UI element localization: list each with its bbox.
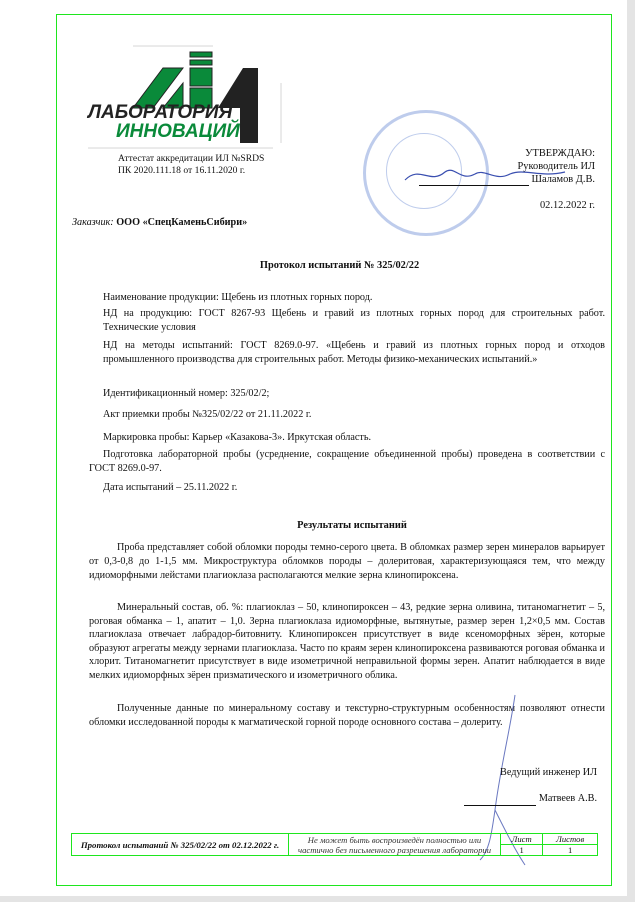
field-test-methods: НД на методы испытаний: ГОСТ 8269.0-97. «Щебень и гравий из плотных горных пород и отходов промышленного производства для строительных работ. Методы физико-механических испытаний.» <box>103 340 605 365</box>
accreditation-line-2: ПК 2020.111.18 от 16.11.2020 г. <box>118 165 246 176</box>
logo-text-2: ИННОВАЦИЙ <box>116 121 240 142</box>
approval-role: Руководитель ИЛ <box>517 161 595 172</box>
protocol-title-wrap <box>72 260 607 271</box>
approval-block <box>395 147 595 212</box>
footer-notice-line-1: Не может быть воспроизведён полностью или <box>307 834 482 845</box>
engineer-signature-line <box>464 795 536 806</box>
logo-text-1: ЛАБОРАТОРИЯ <box>88 102 233 123</box>
accreditation-line-1: Аттестат аккредитации ИЛ №SRDS <box>118 153 265 164</box>
footer-sheets-label: Листов <box>543 834 598 845</box>
footer-sheet-label: Лист <box>501 834 543 845</box>
engineer-sign <box>464 792 597 806</box>
engineer-role: Ведущий инженер ИЛ <box>500 767 597 778</box>
field-product: Наименование продукции: Щебень из плотных горных пород. <box>103 292 373 303</box>
protocol-title: Протокол испытаний № 325/02/22 <box>259 260 420 271</box>
results-paragraph-2: Минеральный состав, об. %: плагиоклаз – 50, клинопироксен – 43, редкие зерна оливина, титаномагнетит – 5, роговая обманка – 1, апатит – 1,0. Зерна плагиоклаза идиоморфные, вытянутые, размер зерен 1,2×0,5 мм. Состав плагиоклаза отвечает лабрадор-битовниту. Клинопироксен присутствует в виде ксеноморфных зёрен, которые образуют агрегаты между зернами плагиоклаза. Часто по краям зерен клинопироксена развиваются роговая обманка и хлорит. Титаномагнетит присутствует в виде изометричной неправильной формы зерен. Апатит наблюдается в виде мелких идиоморфных зёрен призматического и изометричного облика. <box>89 602 605 681</box>
field-id-number: Идентификационный номер: 325/02/2; <box>103 388 270 399</box>
approval-date: 02.12.2022 г. <box>539 200 595 211</box>
footer-notice-line-2: частично без письменного разрешения лаборатории <box>298 844 491 855</box>
footer-protocol: Протокол испытаний № 325/02/22 от 02.12.2022 г. <box>72 834 289 856</box>
signature-line <box>419 175 529 186</box>
customer-line <box>72 216 247 230</box>
field-sample-prep: Подготовка лабораторной пробы (усреднение, сокращение объединенной пробы) проведена в соответствии с ГОСТ 8269.0-97. <box>89 449 605 474</box>
laboratory-logo <box>78 38 288 153</box>
footer-table <box>71 833 598 856</box>
results-paragraph-3: Полученные данные по минеральному составу и текстурно-структурным особенностям позволяют отнести обломки исследованной породы к магматической горной породе основного состава – долериту. <box>89 703 605 728</box>
field-test-date: Дата испытаний – 25.11.2022 г. <box>103 482 238 493</box>
results-title: Результаты испытаний <box>297 520 407 531</box>
footer-notice <box>289 834 501 856</box>
results-title-wrap <box>72 520 632 531</box>
footer-sheet: 1 <box>501 845 543 856</box>
approval-name: Шаламов Д.В. <box>531 174 595 185</box>
approval-title: УТВЕРЖДАЮ: <box>525 148 595 159</box>
results-paragraph-1: Проба представляет собой обломки породы темно-серого цвета. В обломках размер зерен минералов варьирует от 0,3-0,8 до 1-1,5 мм. Микроструктура обломков породы – долеритовая, характеризующаяся тем, что между идиоморфными лейстами плагиоклаза располагаются мелкие зерна клинопироксена. <box>89 542 605 581</box>
footer-sheets: 1 <box>543 845 598 856</box>
field-product-standard-text: НД на продукцию: ГОСТ 8267-93 Щебень и гравий из плотных горных пород для строительных работ. Технические условия <box>103 308 605 333</box>
accreditation-info <box>118 153 264 177</box>
customer-label: Заказчик: <box>72 217 114 228</box>
field-acceptance-act: Акт приемки пробы №325/02/22 от 21.11.2022 г. <box>103 409 312 420</box>
field-sample-marking: Маркировка пробы: Карьер «Казакова-3». Иркутская область. <box>103 432 372 443</box>
engineer-name: Матвеев А.В. <box>538 793 597 804</box>
field-product-standard <box>103 307 605 335</box>
customer-value: ООО «СпецКаменьСибири» <box>116 217 248 228</box>
